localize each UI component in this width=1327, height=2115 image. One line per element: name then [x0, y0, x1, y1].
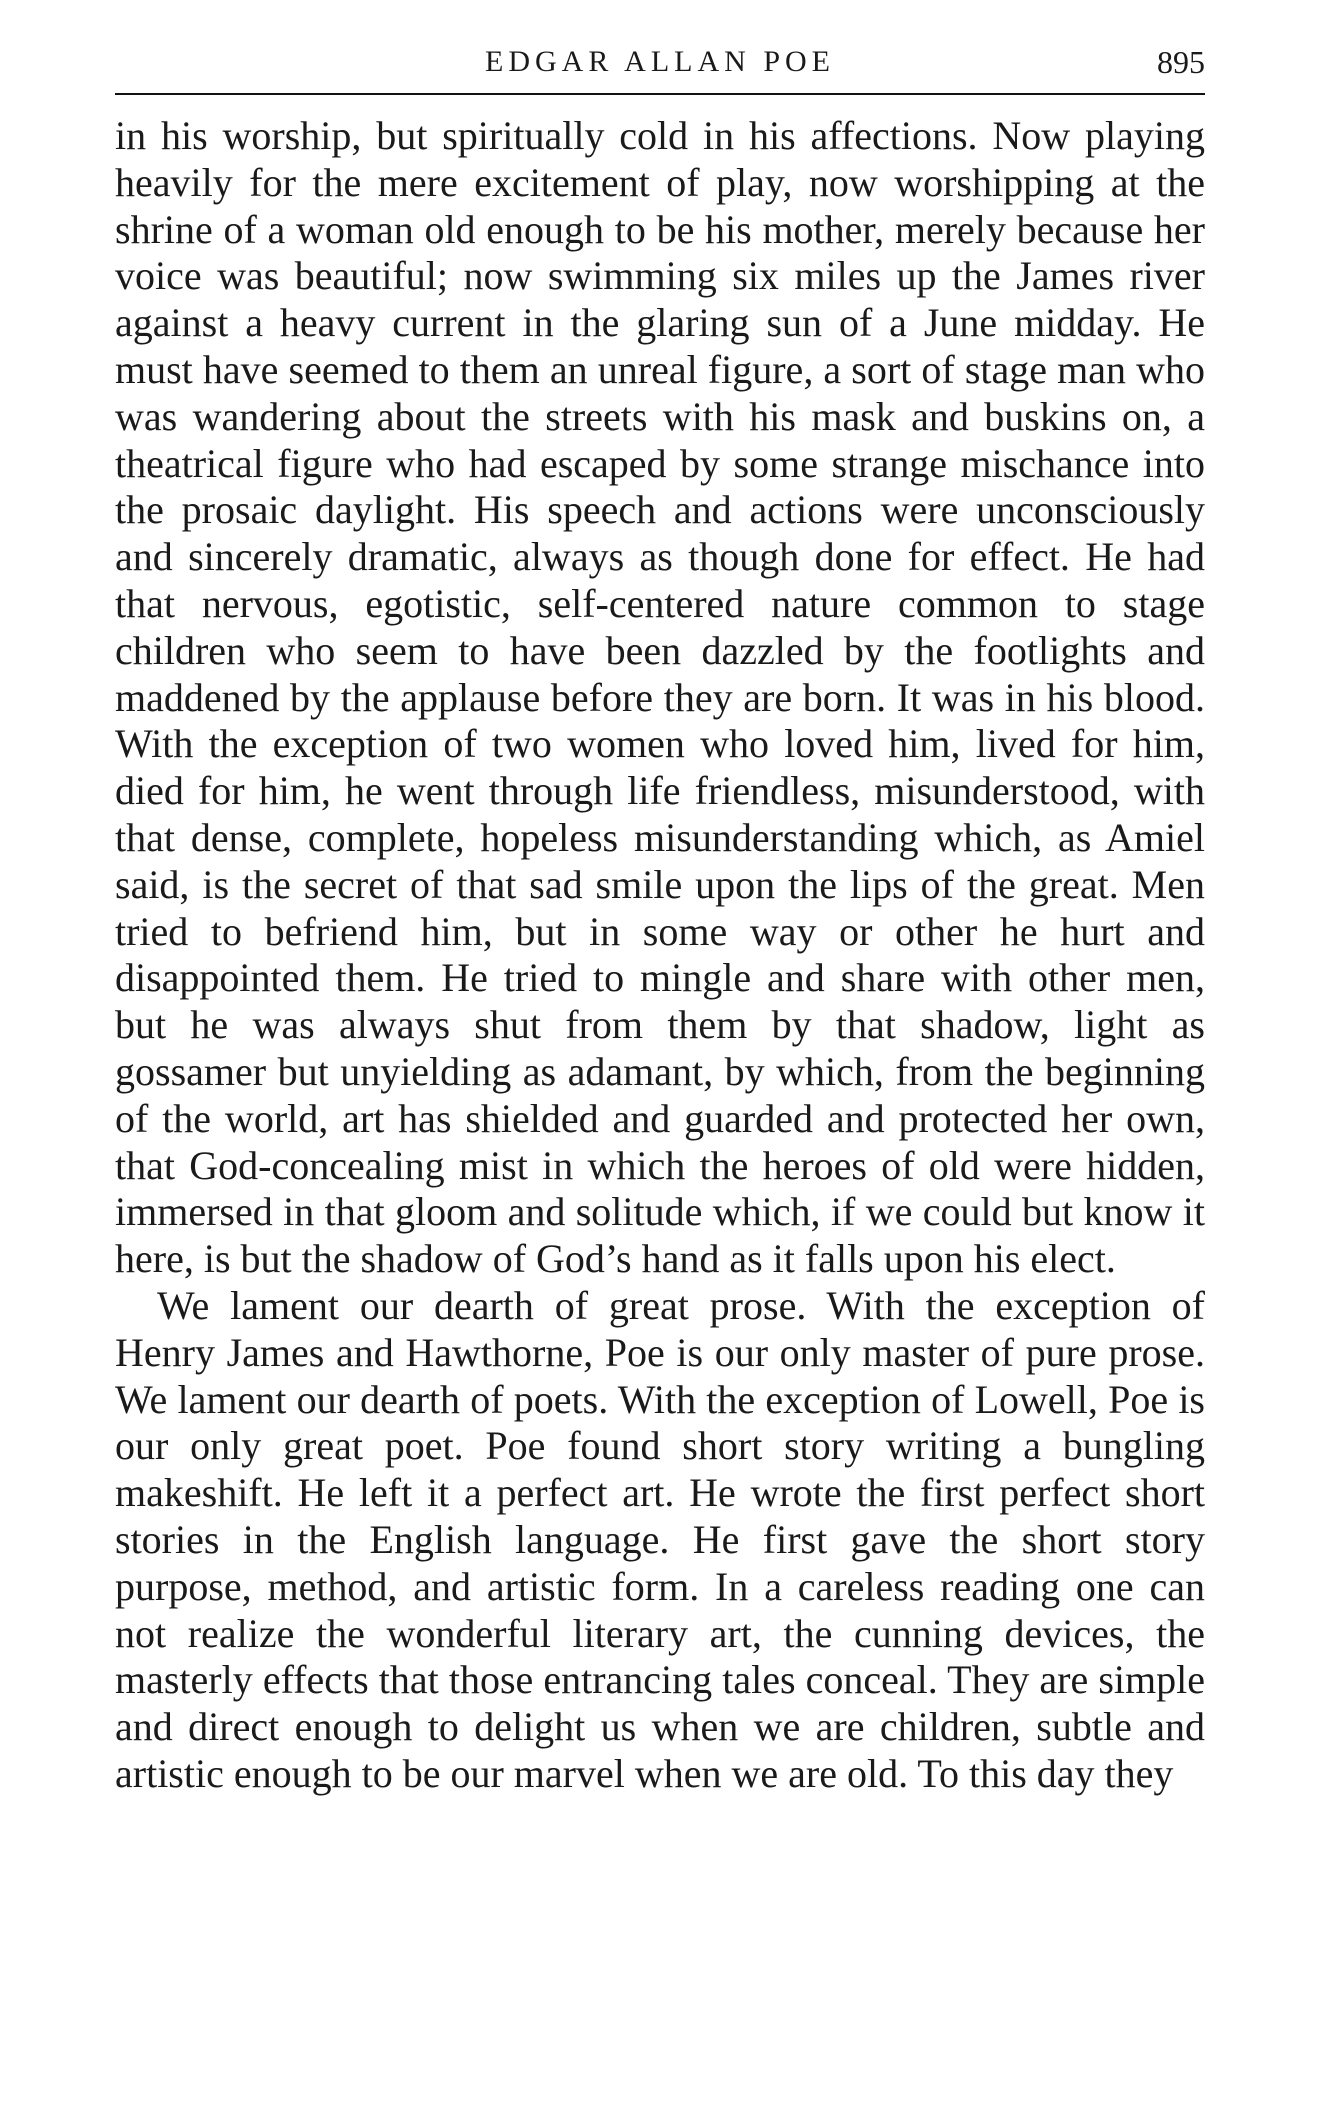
running-title: EDGAR ALLAN POE — [485, 45, 835, 78]
running-head — [115, 42, 1205, 90]
paragraph-continued: in his worship, but spiritually cold in his affections. Now playing heavily for the mere excitement of play, now worshipping at the shrine of a woman old enough to be his mother, merely because her voice was beautiful; now swimming six miles up the James river against a heavy current in the glaring sun of a June midday. He must have seemed to them an unreal figure, a sort of stage man who was wandering about the streets with his mask and buskins on, a theatrical figure who had escaped by some strange mischance into the prosaic daylight. His speech and actions were unconsciously and sincerely dramatic, always as though done for effect. He had that nervous, egotistic, self-centered nature common to stage children who seem to have been dazzled by the footlights and maddened by the applause before they are born. It was in his blood. With the exception of two women who loved him, lived for him, died for him, he went through life friendless, misunderstood, with that dense, complete, hopeless misunderstanding which, as Amiel said, is the secret of that sad smile upon the lips of the great. Men tried to befriend him, but in some way or other he hurt and disappointed them. He tried to mingle and share with other men, but he was always shut from them by that shadow, light as gossamer but unyielding as adamant, by which, from the beginning of the world, art has shielded and guarded and protected her own, that God-concealing mist in which the heroes of old were hidden, immersed in that gloom and solitude which, if we could but know it here, is but the shadow of God’s hand as it falls upon his elect. — [115, 113, 1205, 1282]
header-rule — [115, 93, 1205, 95]
body-text — [115, 113, 1205, 2098]
paragraph-prose: We lament our dearth of great prose. With the exception of Henry James and Hawthorne, Poe is our only master of pure prose. We lament our dearth of poets. With the exception of Lowell, Poe is our only great poet. Poe found short story writing a bungling makeshift. He left it a perfect art. He wrote the first perfect short stories in the English language. He first gave the short story purpose, method, and artistic form. In a careless reading one can not realize the wonderful literary art, the cunning devices, the masterly effects that those entrancing tales conceal. They are simple and direct enough to delight us when we are children, subtle and artistic enough to be our marvel when we are old. To this day they — [115, 1282, 1205, 1796]
page-number: 895 — [1157, 44, 1205, 80]
